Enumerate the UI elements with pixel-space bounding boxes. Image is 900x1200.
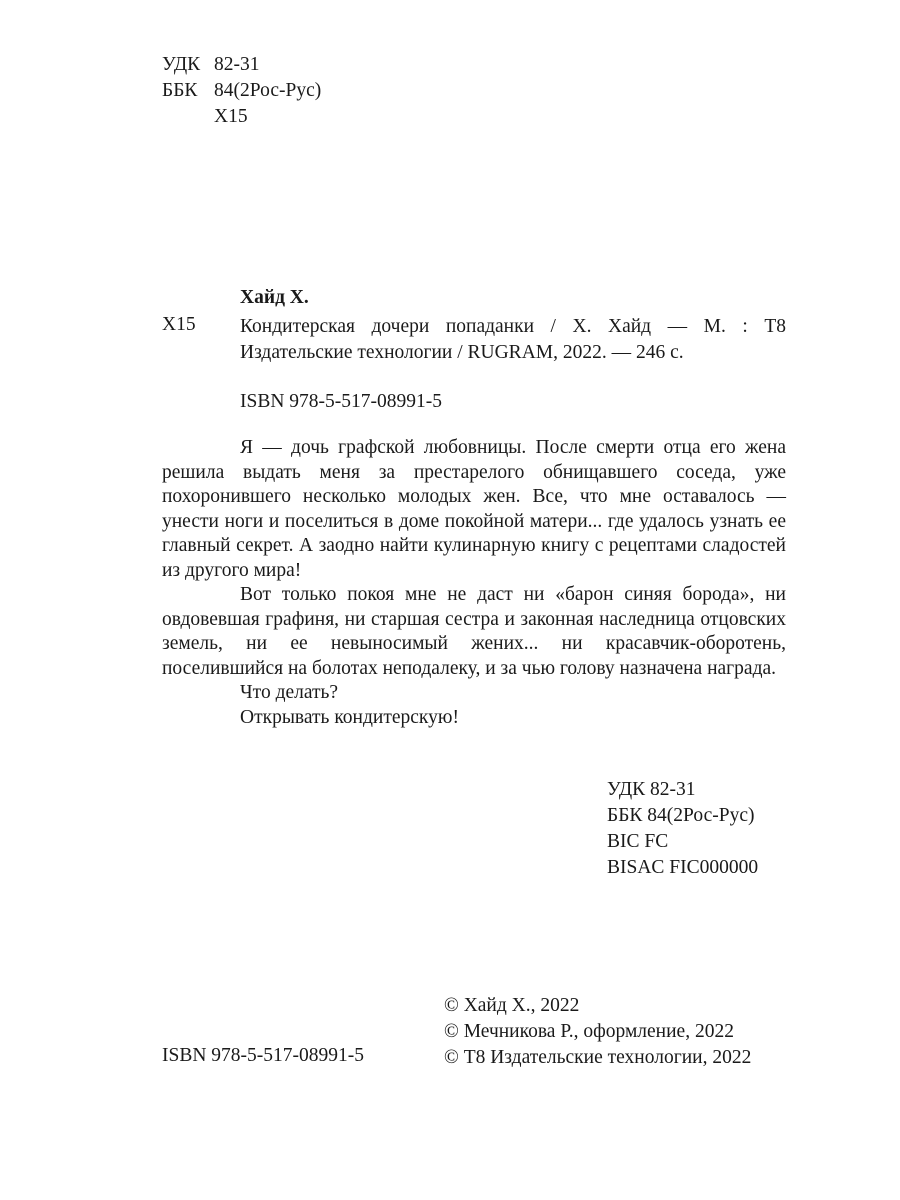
right-classification-block bbox=[607, 777, 758, 881]
author-code: Х15 bbox=[162, 314, 196, 335]
annotation-paragraph: Я — дочь графской любовницы. После смерти отца его жена решила выдать меня за престарелого обнищавшего соседа, уже похоронившего несколько молодых жен. Все, что мне оставалось — унести ноги и поселиться в доме покойной матери... где удалось узнать ее главный секрет. А заодно найти кулинарную книгу с рецептами сладостей из другого мира! bbox=[162, 437, 786, 581]
udk-row bbox=[162, 52, 321, 78]
isbn-bottom: ISBN 978-5-517-08991-5 bbox=[162, 1045, 365, 1066]
annotation-paragraph: Открывать кондитерскую! bbox=[240, 706, 459, 728]
annotation bbox=[162, 436, 786, 730]
annotation-paragraph: Что делать? bbox=[240, 682, 339, 703]
right-bbk: ББК 84(2Рос-Рус) bbox=[607, 805, 755, 826]
isbn-top: ISBN 978-5-517-08991-5 bbox=[240, 391, 443, 412]
right-bic: BIC FC bbox=[607, 831, 669, 852]
copyright-author: © Хайд Х., 2022 bbox=[444, 995, 580, 1016]
annotation-paragraph: Вот только покоя мне не даст ни «барон синяя борода», ни овдовевшая графиня, ни старшая сестра и законная наследница отцовских земель, ни ее невыносимый жених... ни красавчик-оборотень, поселившийся на болотах неподалеку, и за чью голову назначена награда. bbox=[162, 584, 786, 679]
udk-label: УДК bbox=[162, 54, 201, 75]
right-udk: УДК 82-31 bbox=[607, 779, 696, 800]
author-heading: Хайд Х. bbox=[240, 287, 309, 308]
right-bisac: BISAC FIC000000 bbox=[607, 857, 759, 878]
top-classification-block bbox=[162, 52, 321, 130]
copyright-block bbox=[444, 993, 751, 1071]
author-mark-label bbox=[162, 104, 214, 130]
bbk-row bbox=[162, 78, 321, 104]
author-mark-row bbox=[162, 104, 321, 130]
bibliographic-entry: Кондитерская дочери попаданки / Х. Хайд — М. : Т8 Издательские технологии / RUGRAM, 2022. — 246 с. bbox=[240, 316, 786, 363]
author-mark-value: Х15 bbox=[214, 106, 248, 127]
copyright-publisher: © Т8 Издательские технологии, 2022 bbox=[444, 1047, 752, 1068]
bbk-label: ББК bbox=[162, 80, 198, 101]
copyright-design: © Мечникова Р., оформление, 2022 bbox=[444, 1021, 734, 1042]
bbk-value: 84(2Рос-Рус) bbox=[214, 80, 322, 101]
udk-value: 82-31 bbox=[214, 54, 260, 75]
